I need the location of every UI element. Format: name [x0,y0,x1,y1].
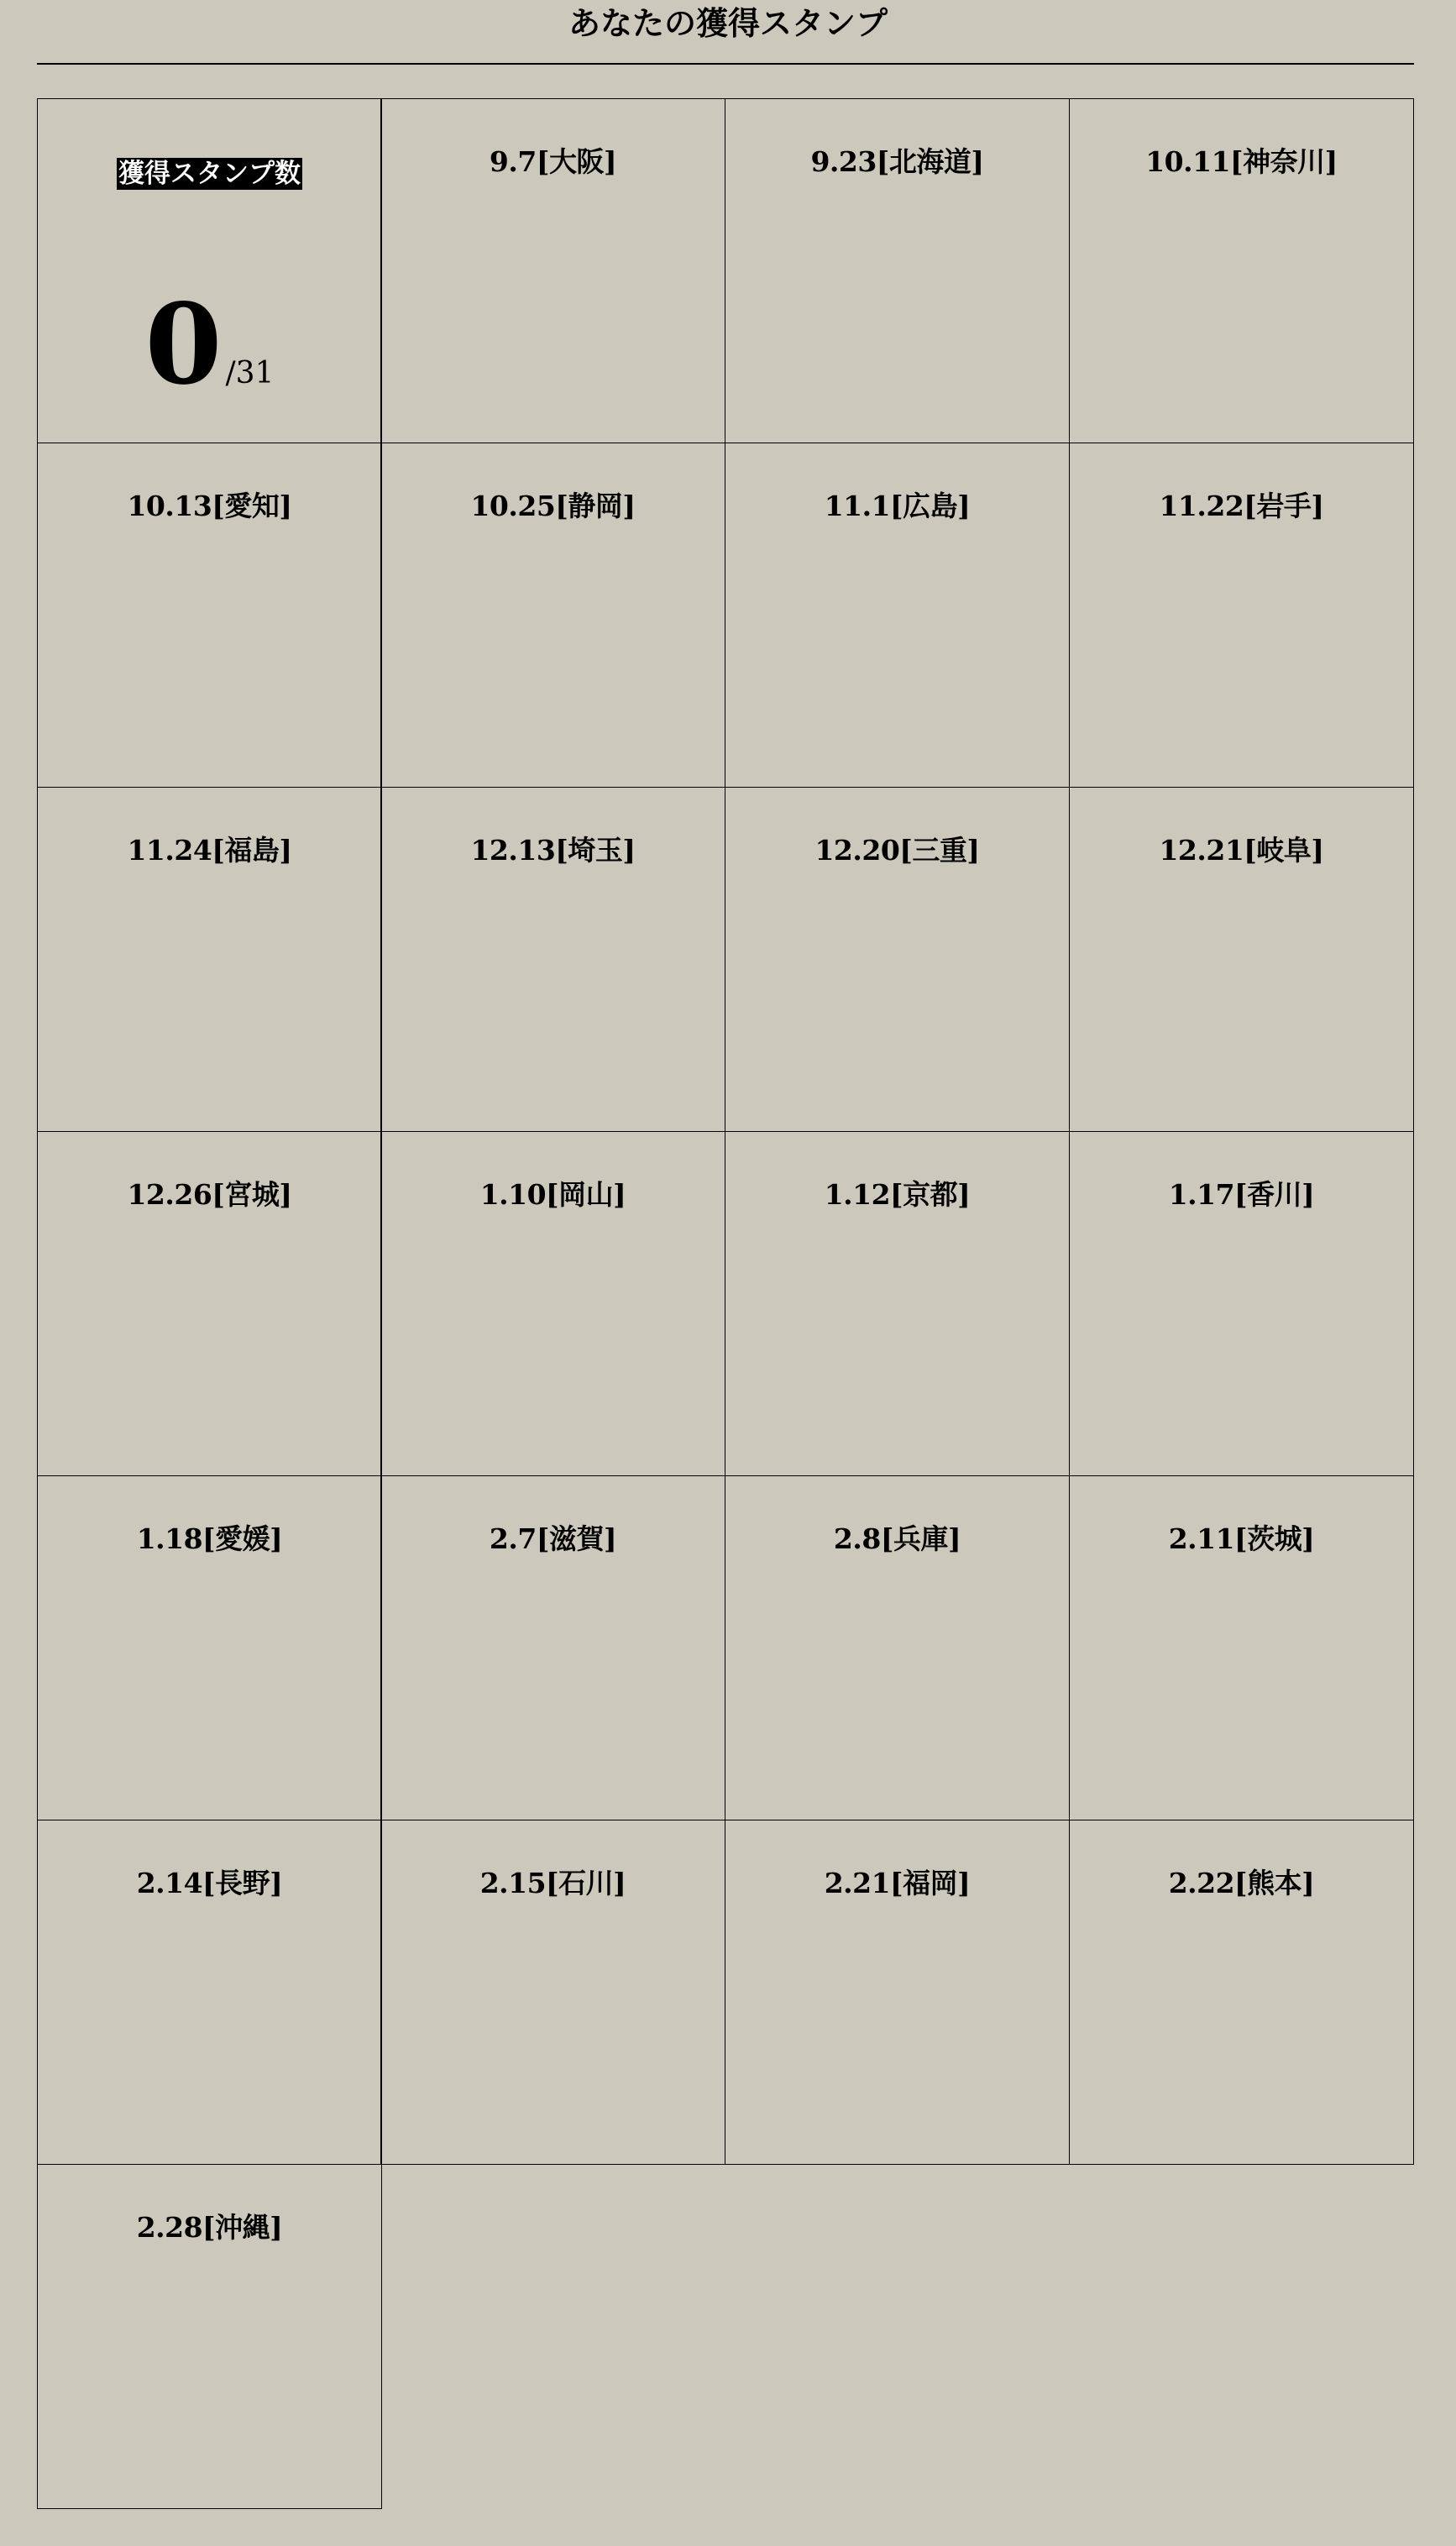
stamp-slot-label: 2.21[福岡] [824,1867,971,1899]
stamp-slot [37,1131,382,1476]
stamp-slot-label: 10.13[愛知] [127,490,292,522]
stamp-slot-label: 2.15[石川] [479,1867,626,1899]
stamp-slot [1069,98,1414,443]
stamp-slot [1069,787,1414,1132]
stamp-slot-label: 2.14[長野] [136,1867,283,1899]
stamp-slot [1069,1131,1414,1476]
stamp-slot [1069,443,1414,788]
stamp-slot-label: 12.26[宮城] [127,1178,292,1211]
stamp-slot [380,1820,725,2165]
page-title: あなたの獲得スタンプ [568,5,888,42]
stamp-grid [37,99,1414,2509]
stamp-slot [37,2164,382,2509]
stamp-slot [380,1131,725,1476]
stamp-slot [380,1475,725,1820]
stamp-slot [725,443,1070,788]
stamp-slot [725,787,1070,1132]
title-divider [37,63,1414,65]
stamp-slot [725,1475,1070,1820]
stamp-slot-label: 11.1[広島] [824,490,971,522]
stamp-slot-label: 2.7[滋賀] [489,1522,617,1555]
stamp-slot-label: 9.7[大阪] [489,145,617,178]
stamp-slot [725,98,1070,443]
stamp-slot [380,98,725,443]
stamp-slot-label: 2.8[兵庫] [833,1522,961,1555]
stamp-slot [1069,1475,1414,1820]
stamp-count-label: 獲得スタンプ数 [118,159,301,189]
stamp-count-total: /31 [225,356,275,390]
stamp-count-value [38,282,381,408]
stamp-slot [725,1820,1070,2165]
stamp-slot-label: 12.13[埼玉] [470,834,636,867]
stamp-count-number: 0 [144,280,223,410]
stamp-slot-label: 10.11[神奈川] [1145,145,1338,178]
stamp-slot-label: 2.11[茨城] [1168,1522,1315,1555]
stamp-slot [380,443,725,788]
stamp-slot [1069,1820,1414,2165]
stamp-slot-label: 2.22[熊本] [1168,1867,1315,1899]
stamp-slot-label: 10.25[静岡] [470,490,636,522]
stamp-count-heading [38,158,381,190]
stamp-slot-label: 11.24[福島] [127,834,292,867]
stamp-slot-label: 2.28[沖縄] [136,2211,283,2244]
stamp-slot [37,1820,382,2165]
stamp-slot [37,443,382,788]
stamp-slot-label: 12.21[岐阜] [1159,834,1324,867]
stamp-slot-label: 1.17[香川] [1168,1178,1315,1211]
stamp-slot [37,787,382,1132]
stamp-slot-label: 1.18[愛媛] [136,1522,283,1555]
stamp-slot [725,1131,1070,1476]
stamp-slot-label: 11.22[岩手] [1159,490,1324,522]
stamp-slot [380,787,725,1132]
stamp-slot-label: 12.20[三重] [814,834,980,867]
stamp-count-cell [37,98,382,443]
stamp-slot-label: 1.12[京都] [824,1178,971,1211]
stamp-slot-label: 9.23[北海道] [810,145,984,178]
stamp-slot [37,1475,382,1820]
stamp-slot-label: 1.10[岡山] [479,1178,626,1211]
